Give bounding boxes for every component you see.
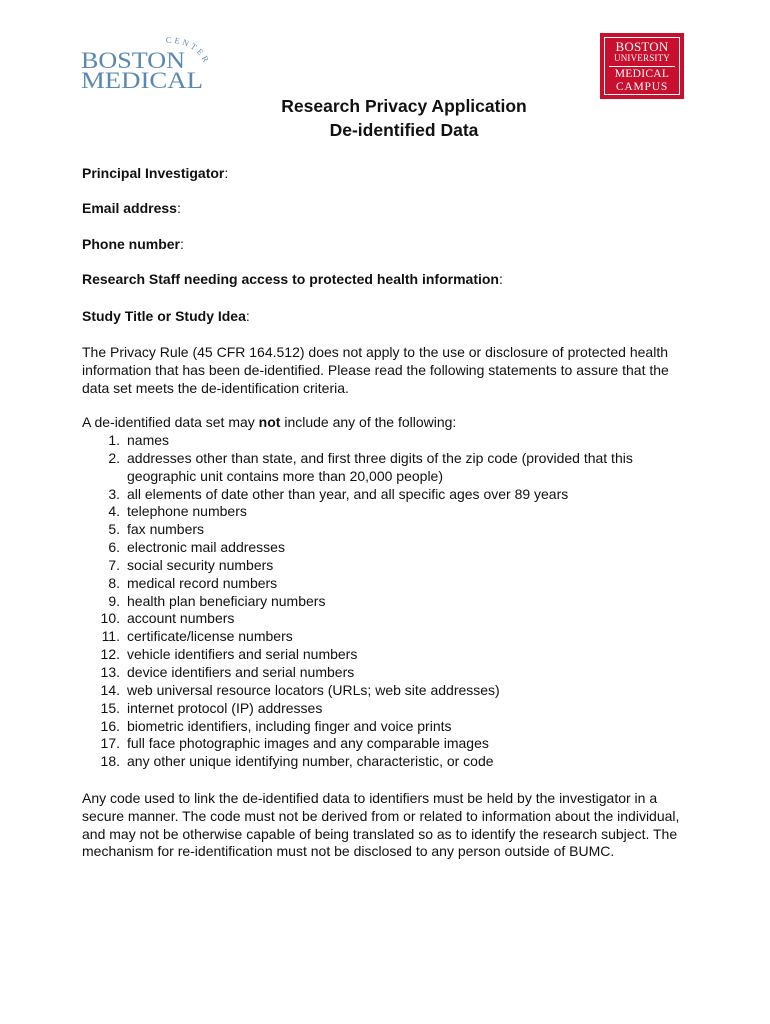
identifier-list (82, 432, 682, 771)
list-item-number: 17. (100, 735, 120, 752)
list-item (82, 486, 682, 504)
privacy-rule-paragraph: The Privacy Rule (45 CFR 164.512) does not apply to the use or disclosure of protected health information that has been de-identified. Please read the following statements to assure that the data set meets the de-identification criteria. (82, 344, 669, 396)
list-item-text: names (127, 432, 170, 448)
field-research-staff (82, 271, 503, 289)
list-item-text: device identifiers and serial numbers (127, 663, 355, 680)
list-item-number: 4. (108, 503, 120, 520)
list-item-number: 18. (100, 753, 120, 770)
field-colon: : (180, 236, 184, 252)
list-item (82, 628, 682, 646)
field-label: Principal Investigator (82, 165, 225, 181)
list-item-text: fax numbers (127, 521, 205, 538)
list-item (82, 539, 682, 557)
field-label: Email address (82, 200, 177, 216)
field-label: Study Title or Study Idea (82, 308, 246, 324)
list-item-number: 9. (108, 592, 120, 609)
list-item-number: 10. (100, 610, 120, 627)
list-item-number: 2. (108, 449, 120, 466)
field-label: Phone number (82, 236, 181, 252)
list-item-number: 13. (100, 663, 120, 680)
list-item-number: 1. (108, 432, 120, 448)
list-item-text: certificate/license numbers (127, 628, 293, 645)
list-item (82, 450, 682, 486)
list-lead-text: A de-identified data set may (82, 414, 259, 430)
boston-medical-center-logo (80, 33, 212, 91)
list-item (82, 753, 682, 771)
list-item-number: 14. (100, 681, 120, 698)
bu-logo-divider (609, 66, 675, 67)
list-item (82, 700, 682, 718)
field-colon: : (176, 200, 181, 216)
list-item-text: web universal resource locators (URLs; web site addresses) (127, 681, 500, 698)
field-phone-number (82, 236, 184, 254)
list-item-number: 12. (100, 646, 120, 663)
bu-logo-line-1: BOSTON (615, 39, 669, 54)
list-item-text: all elements of date other than year, and all specific ages over 89 years (127, 485, 569, 502)
bu-logo-line-3: MEDICAL (614, 68, 670, 80)
list-item-number: 11. (101, 628, 120, 645)
document-title: Research Privacy Application (281, 96, 527, 116)
list-item (82, 575, 682, 593)
list-item-text: any other unique identifying number, characteristic, or code (127, 753, 494, 770)
list-item-number: 16. (100, 717, 120, 734)
list-item (82, 503, 682, 521)
list-item (82, 682, 682, 700)
list-lead-emphasis: not (258, 414, 281, 430)
bu-logo-line-2: UNIVERSITY (614, 53, 670, 63)
list-item (82, 521, 682, 539)
field-colon: : (499, 271, 503, 287)
list-item-text: health plan beneficiary numbers (127, 592, 326, 609)
list-lead-text-end: include any of the following: (280, 414, 457, 430)
field-colon: : (224, 165, 229, 181)
list-item-text: addresses other than state, and first three digits of the zip code (provided that this geographic unit contains more than 20,000 people) (127, 449, 633, 484)
bu-medical-campus-logo (600, 33, 684, 99)
list-item (82, 646, 682, 664)
list-item (82, 735, 682, 753)
list-item-number: 7. (108, 556, 120, 573)
list-item (82, 610, 682, 628)
field-label: Research Staff needing access to protected health information (82, 271, 499, 287)
list-item-number: 15. (100, 699, 120, 716)
list-item (82, 664, 682, 682)
list-item-text: telephone numbers (127, 503, 247, 520)
list-item-text: full face photographic images and any comparable images (127, 735, 489, 752)
field-study-title (82, 308, 250, 326)
list-item (82, 557, 682, 575)
bmc-logo-word-boston: BOSTON (81, 48, 186, 73)
list-lead-sentence (82, 414, 456, 432)
list-item-text: biometric identifiers, including finger and voice prints (127, 717, 452, 734)
list-item (82, 593, 682, 611)
list-item-text: internet protocol (IP) addresses (127, 699, 323, 716)
bmc-logo-word-medical: MEDICAL (81, 68, 203, 91)
list-item-number: 5. (108, 521, 120, 538)
list-item-text: social security numbers (127, 556, 274, 573)
field-principal-investigator (82, 165, 228, 183)
list-item (82, 432, 682, 450)
list-item-text: medical record numbers (127, 574, 278, 591)
list-item-number: 3. (108, 485, 120, 502)
list-item (82, 718, 682, 736)
list-item-number: 6. (108, 539, 120, 556)
document-subtitle: De-identified Data (329, 120, 479, 140)
code-handling-paragraph: Any code used to link the de-identified data to identifiers must be held by the investigator in a secure manner. The code must not be derived from or related to information about the individual, and may not be otherwise capable of being translated so as to identify the research subject. The mechanism for re-identification must not be disclosed to any person outside of BUMC. (82, 790, 680, 860)
field-colon: : (245, 308, 250, 324)
list-item-number: 8. (108, 574, 120, 591)
list-item-text: electronic mail addresses (127, 539, 285, 556)
bu-logo-line-4: CAMPUS (615, 80, 669, 93)
field-email-address (82, 200, 181, 218)
list-item-text: account numbers (127, 610, 235, 627)
bmc-logo-arc-text: CENTER (165, 34, 212, 66)
list-item-text: vehicle identifiers and serial numbers (127, 646, 358, 663)
